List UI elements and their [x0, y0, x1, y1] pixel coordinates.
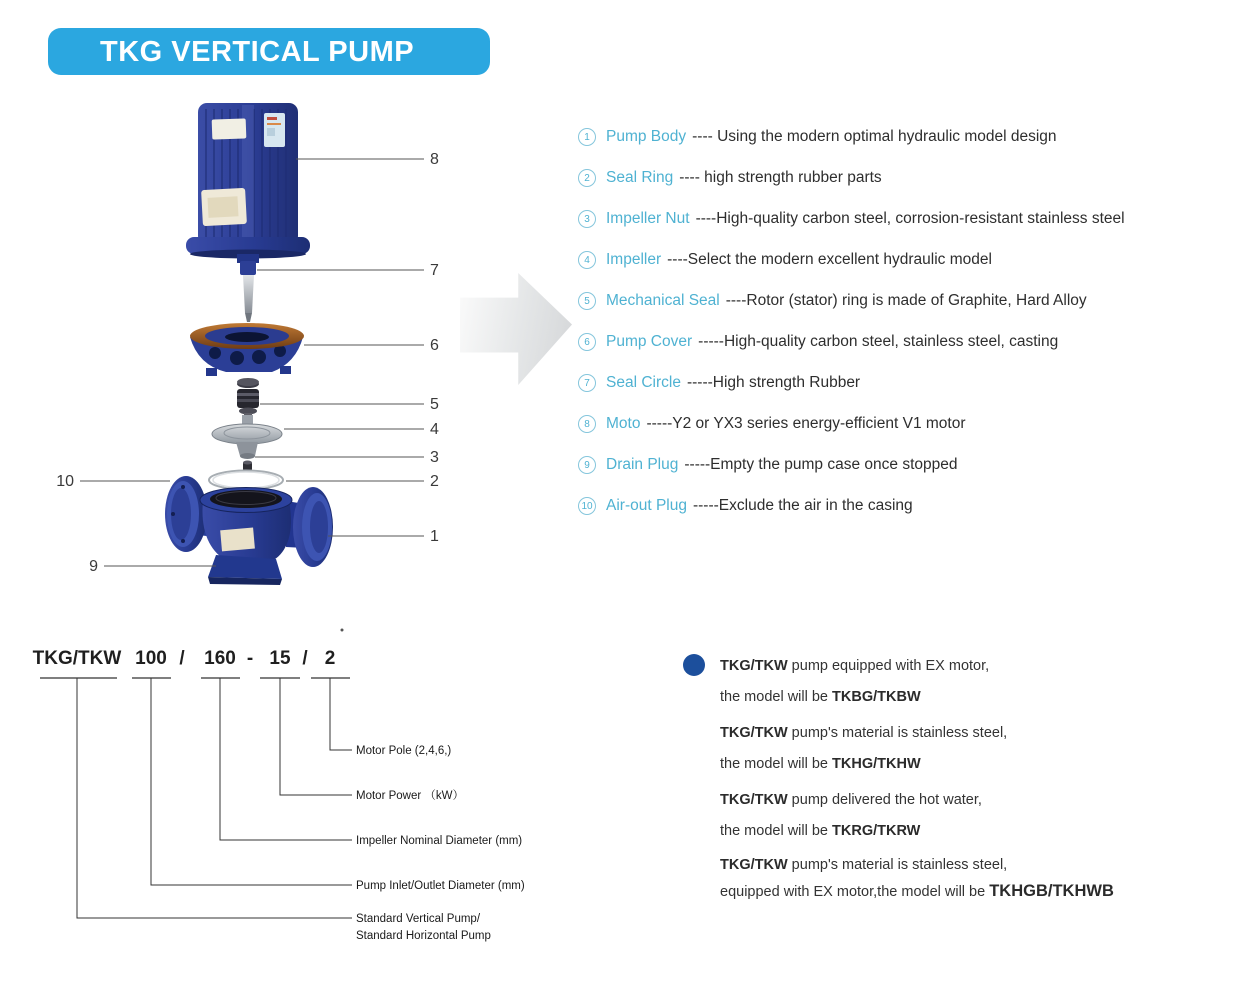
pump-body [165, 476, 333, 585]
note-text: equipped with EX motor,the model will be [720, 884, 990, 900]
right-arrow-icon [460, 273, 572, 385]
model-code: TKBG/TKBW [832, 689, 921, 705]
model-code: TKRG/TKRW [832, 823, 921, 839]
note-item [720, 651, 1163, 713]
part-number-badge: 10 [578, 497, 596, 515]
part-description: ---- Using the modern optimal hydraulic model design [692, 128, 1057, 145]
note-lines [720, 651, 1163, 905]
model-segment-inlet: 100 [135, 648, 167, 669]
title-banner [48, 28, 490, 75]
part-number-badge: 8 [578, 415, 596, 433]
note-item [720, 718, 1163, 780]
part-name: Impeller Nut [606, 210, 690, 227]
part-item [578, 250, 1125, 270]
model-segment-power: 15 [269, 648, 291, 669]
callout-1: 1 [430, 528, 439, 545]
note-item [720, 852, 1163, 905]
part-description: -----Exclude the air in the casing [692, 497, 913, 514]
part-number-badge: 9 [578, 456, 596, 474]
shaft [237, 254, 259, 322]
note-text: the model will be [720, 823, 833, 839]
part-name: Impeller [606, 251, 662, 268]
part-description: ---- high strength rubber parts [679, 169, 882, 186]
label-standard-vertical: Standard Vertical Pump/ [356, 913, 481, 925]
note-item [720, 785, 1163, 847]
note-text: pump delivered the hot water, [787, 792, 982, 808]
callout-10: 10 [56, 473, 74, 490]
label-standard-horizontal: Standard Horizontal Pump [356, 930, 491, 942]
part-description: -----Empty the pump case once stopped [684, 456, 958, 473]
stray-dot [341, 629, 344, 632]
label-impeller-diameter: Impeller Nominal Diameter (mm) [356, 835, 523, 847]
part-number-badge: 7 [578, 374, 596, 392]
part-description: ----Rotor (stator) ring is made of Graphite, Hard Alloy [725, 292, 1087, 309]
part-item [578, 291, 1125, 311]
note-text: pump's material is stainless steel, [787, 857, 1008, 873]
callout-3: 3 [430, 449, 439, 466]
part-description: ----Select the modern excellent hydraulic model [667, 251, 992, 268]
connector-lines [77, 678, 352, 918]
page-title: TKG VERTICAL PUMP [100, 36, 415, 68]
model-code-diagram [20, 618, 620, 963]
part-name: Air-out Plug [606, 497, 687, 514]
part-description: -----Y2 or YX3 series energy-efficient V1 motor [646, 415, 966, 432]
part-item [578, 127, 1125, 147]
model-segment-pole: 2 [324, 648, 336, 669]
label-motor-power: Motor Power （kW） [356, 790, 464, 802]
part-name: Seal Circle [606, 374, 681, 391]
callout-5: 5 [430, 396, 439, 413]
part-number-badge: 4 [578, 251, 596, 269]
label-motor-pole: Motor Pole (2,4,6,) [356, 745, 452, 757]
impeller-nut [243, 461, 252, 472]
note-text: the model will be [720, 689, 833, 705]
callout-9: 9 [89, 558, 98, 575]
part-name: Pump Body [606, 128, 687, 145]
callout-6: 6 [430, 337, 439, 354]
brand-text: TKG/TKW [720, 792, 788, 808]
part-item [578, 332, 1125, 352]
part-number-badge: 5 [578, 292, 596, 310]
part-name: Pump Cover [606, 333, 693, 350]
callout-2: 2 [430, 473, 439, 490]
model-separator: / [179, 648, 185, 669]
pump-cover [190, 323, 304, 376]
part-number-badge: 1 [578, 128, 596, 146]
part-description: -----High strength Rubber [686, 374, 861, 391]
part-number-badge: 3 [578, 210, 596, 228]
model-segment-impeller: 160 [204, 648, 236, 669]
brand-text: TKG/TKW [720, 857, 788, 873]
part-name: Seal Ring [606, 169, 674, 186]
part-description: -----High-quality carbon steel, stainless steel, casting [698, 333, 1059, 350]
callout-8: 8 [430, 151, 439, 168]
brand-text: TKG/TKW [720, 658, 788, 674]
model-variant-notes [683, 651, 1163, 910]
part-name: Drain Plug [606, 456, 679, 473]
seal-ring [209, 471, 283, 490]
pump-exploded-diagram [40, 93, 460, 608]
part-item [578, 209, 1125, 229]
part-description: ----High-quality carbon steel, corrosion-resistant stainless steel [695, 210, 1125, 227]
mechanical-seal [237, 378, 259, 420]
callout-4: 4 [430, 421, 439, 438]
model-separator: / [302, 648, 308, 669]
part-item [578, 455, 1125, 475]
brand-text: TKG/TKW [720, 725, 788, 741]
part-number-badge: 6 [578, 333, 596, 351]
bullet-icon [683, 654, 705, 676]
note-text: pump equipped with EX motor, [787, 658, 990, 674]
model-separator: - [246, 648, 254, 669]
note-text: the model will be [720, 756, 833, 772]
parts-list [578, 127, 1125, 537]
part-item [578, 496, 1125, 516]
model-segment-series: TKG/TKW [32, 648, 122, 669]
part-item [578, 414, 1125, 434]
part-number-badge: 2 [578, 169, 596, 187]
part-item [578, 373, 1125, 393]
part-name: Mechanical Seal [606, 292, 720, 309]
part-item [578, 168, 1125, 188]
model-code: TKHG/TKHW [832, 756, 921, 772]
note-text: pump's material is stainless steel, [787, 725, 1008, 741]
callout-7: 7 [430, 262, 439, 279]
impeller [212, 415, 282, 459]
part-name: Moto [606, 415, 641, 432]
model-code: TKHGB/TKHWB [989, 882, 1114, 900]
label-inlet-outlet: Pump Inlet/Outlet Diameter (mm) [356, 880, 525, 892]
motor [186, 103, 310, 259]
